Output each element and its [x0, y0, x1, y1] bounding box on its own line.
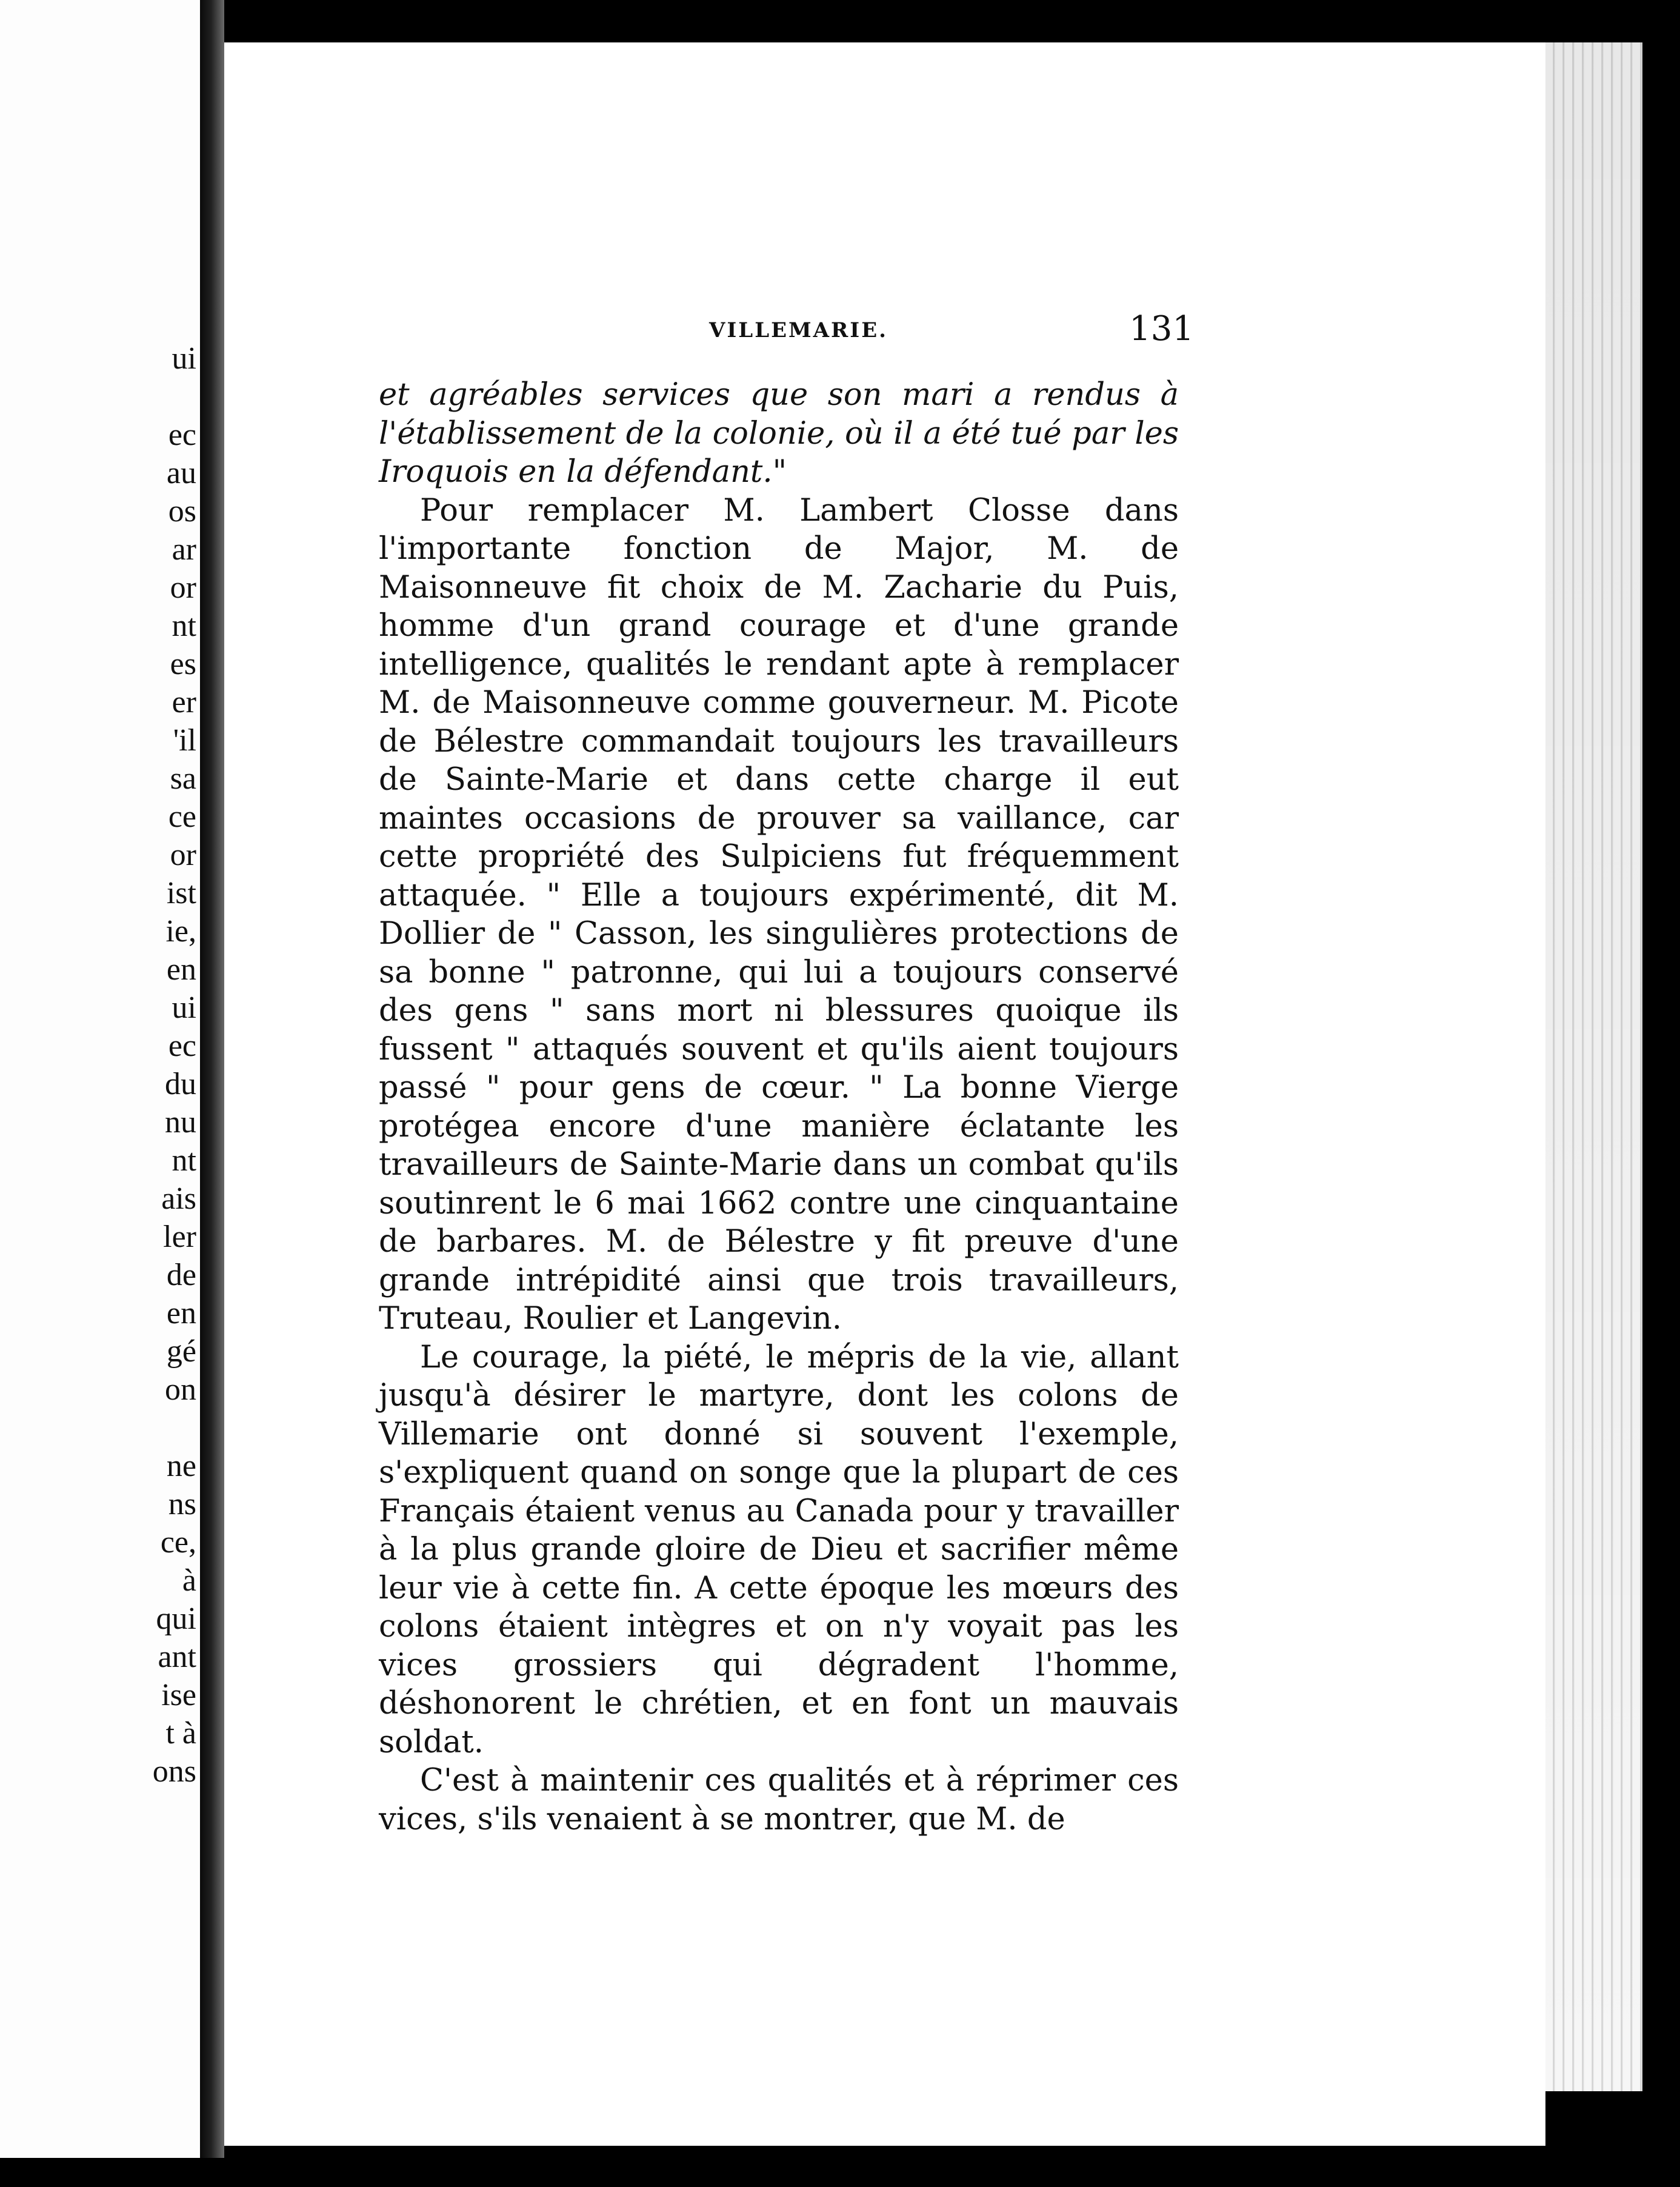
page-number: 131 — [1129, 309, 1194, 349]
paragraph-continued-quote: et agréables services que son mari a rendus à l'établissement de la colonie, où il a été tué par les Iroquois en la défendant." — [379, 377, 1179, 490]
page-edges-shadow — [1545, 42, 1642, 2091]
paragraph-colonists-courage: Le courage, la piété, le mépris de la vie, allant jusqu'à désirer le martyre, dont les colons de Villemarie ont donné si souvent l'exemple, s'expliquent quand on songe que la plupart de ces Français étaient venus au Canada pour y travailler à la plus grande gloire de Dieu et sacrifier même leur vie à cette fin. A cette époque les mœurs des colons étaient intègres et on n'y voyait pas les vices grossiers qui dégradent l'homme, déshonorent le chrétien, et en font un mauvais soldat. — [379, 1339, 1179, 1760]
left-page-fragment — [0, 0, 200, 2158]
left-page-line-endings: ui ec au os ar or nt es er 'il sa ce or ist ie, en ui ec du nu nt ais ler de en gé on ne ns ce, à qui ant ise t à ons — [152, 341, 196, 1789]
body-text — [379, 376, 1179, 1838]
paragraph-maintain-qualities: C'est à maintenir ces qualités et à réprimer ces vices, s'ils venaient à se montrer, que M. de — [379, 1763, 1179, 1837]
book-gutter — [200, 0, 224, 2158]
running-title: VILLEMARIE. — [709, 318, 888, 342]
paragraph-major-replacement: Pour remplacer M. Lambert Closse dans l'importante fonction de Major, M. de Maisonneuve fit choix de M. Zacharie du Puis, homme d'un grand courage et d'une grande intelligence, qualités le rendant apte à remplacer M. de Maisonneuve comme gouverneur. M. Picote de Bélestre commandait toujours les travailleurs de Sainte-Marie et dans cette charge il eut maintes occasions de prouver sa vaillance, car cette propriété des Sulpiciens fut fréquemment attaquée. " Elle a toujours expérimenté, dit M. Dollier de " Casson, les singulières protections de sa bonne " patronne, qui lui a toujours conservé des gens " sans mort ni blessures quoique ils fussent " attaqués souvent et qu'ils aient toujours passé " pour gens de cœur. " La bonne Vierge protégea encore d'une manière éclatante les travailleurs de Sainte-Marie dans un combat qu'ils soutinrent le 6 mai 1662 contre une cinquantaine de barbares. M. de Bélestre y fit preuve d'une grande intrépidité ainsi que trois travailleurs, Truteau, Roulier et Langevin. — [379, 492, 1179, 1337]
page-header — [709, 309, 1194, 358]
